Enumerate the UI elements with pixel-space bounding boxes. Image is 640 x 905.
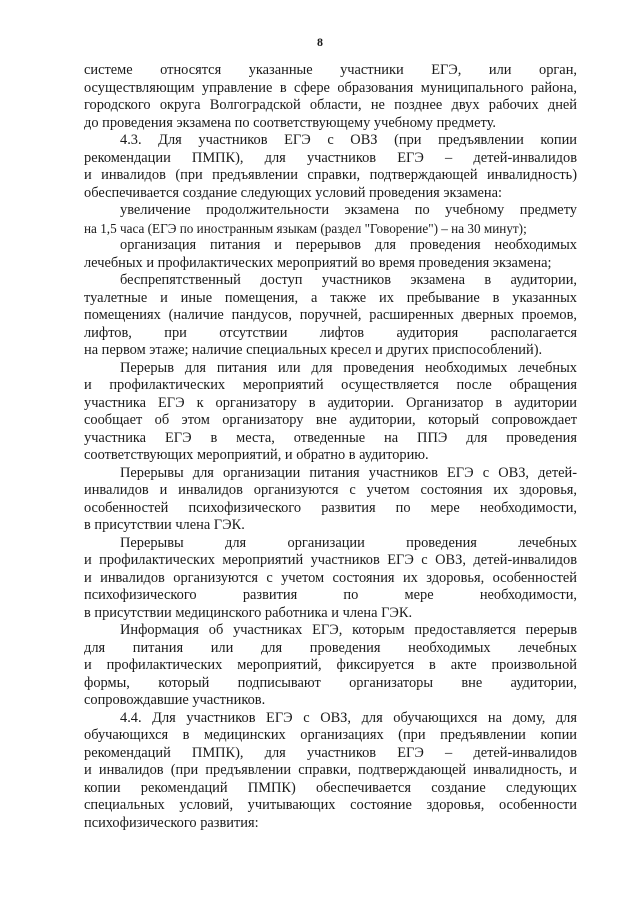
- text-line: в присутствии медицинского работника и члена ГЭК.: [84, 604, 413, 621]
- text-line: лифтов, при отсутствии лифтов аудитория располагается: [84, 324, 577, 341]
- text-line: и профилактических мероприятий, фиксируется в акте произвольной: [84, 657, 577, 673]
- text-line: и профилактических мероприятий осуществляется после обращения: [84, 377, 577, 393]
- text-line: лечебных и профилактических мероприятий во время проведения экзамена;: [84, 254, 552, 271]
- text-line: Перерывы для организации питания участников ЕГЭ с ОВЗ, детей-: [120, 464, 577, 481]
- text-line: копии рекомендаций ПМПК) обеспечивается создание следующих: [84, 779, 577, 796]
- text-line: психофизического развития:: [84, 814, 259, 831]
- page-number: 8: [317, 35, 323, 49]
- text-line: Перерыв для питания или для проведения необходимых лечебных: [120, 359, 577, 376]
- text-line: помещениях (наличие пандусов, поручней, расширенных дверных проемов,: [84, 307, 577, 323]
- text-line: и инвалидов организуются с учетом состояния их здоровья, особенностей: [84, 569, 577, 586]
- text-line: формы, который подписывают организаторы вне аудитории,: [84, 674, 577, 691]
- text-line: сообщает об этом организатору вне аудитории, который сопровождает: [84, 412, 577, 428]
- text-line: городского округа Волгоградской области, не позднее двух рабочих дней: [84, 97, 577, 113]
- text-line: обучающихся в медицинских организациях (при предъявлении копии: [84, 727, 577, 743]
- text-line: участника ЕГЭ в места, отведенные на ППЭ для проведения: [84, 429, 577, 446]
- text-line: соответствующих мероприятий, и обратно в аудиторию.: [84, 447, 429, 463]
- text-line: беспрепятственный доступ участников экзамена в аудитории,: [120, 272, 577, 288]
- text-line: Перерывы для организации проведения лечебных: [120, 534, 577, 551]
- text-line: на первом этаже; наличие специальных кресел и других приспособлений).: [84, 342, 543, 358]
- text-line: осуществляющим управление в сфере образования муниципального района,: [84, 79, 577, 96]
- text-line: рекомендаций ПМПК), для участников ЕГЭ – детей-инвалидов: [84, 744, 577, 761]
- text-line: рекомендации ПМПК), для участников ЕГЭ – детей-инвалидов: [84, 149, 577, 166]
- text-line: и инвалидов (при предъявлении справки, подтверждающей инвалидность): [84, 167, 577, 183]
- text-line: психофизического развития по мере необходимости,: [84, 587, 577, 603]
- text-line: увеличение продолжительности экзамена по учебному предмету: [120, 202, 577, 218]
- text-line: 4.4. Для участников ЕГЭ с ОВЗ, для обучающихся на дому, для: [120, 709, 577, 726]
- text-line: инвалидов и инвалидов организуются с учетом состояния их здоровья,: [84, 482, 577, 498]
- text-line: и инвалидов (при предъявлении справки, подтверждающей инвалидность, и: [84, 762, 577, 778]
- text-line: туалетные и иные помещения, а также их пребывание в указанных: [84, 289, 577, 306]
- text-line: до проведения экзамена по соответствующему учебному предмету.: [84, 114, 496, 131]
- document-body: [84, 62, 577, 832]
- text-line: участника ЕГЭ к организатору в аудитории. Организатор в аудитории: [84, 394, 577, 411]
- text-line: 4.3. Для участников ЕГЭ с ОВЗ (при предъявлении копии: [120, 132, 577, 148]
- text-line: в присутствии члена ГЭК.: [84, 517, 245, 533]
- text-line: и профилактических мероприятий участников ЕГЭ с ОВЗ, детей-инвалидов: [84, 552, 577, 568]
- text-line: для питания или для проведения необходимых лечебных: [84, 639, 577, 656]
- text-line: обеспечивается создание следующих условий проведения экзамена:: [84, 184, 503, 201]
- text-line: системе относятся указанные участники ЕГЭ, или орган,: [84, 62, 577, 78]
- text-line: особенностей психофизического развития по мере необходимости,: [84, 499, 577, 516]
- text-line: специальных условий, учитывающих состояние здоровья, особенности: [84, 797, 577, 813]
- text-line: сопровождавшие участников.: [84, 692, 266, 708]
- text-line: организация питания и перерывов для проведения необходимых: [120, 237, 577, 253]
- text-line: на 1,5 часа (ЕГЭ по иностранным языкам (раздел "Говорение") – на 30 минут);: [84, 220, 527, 236]
- text-line: Информация об участниках ЕГЭ, которым предоставляется перерыв: [120, 622, 577, 638]
